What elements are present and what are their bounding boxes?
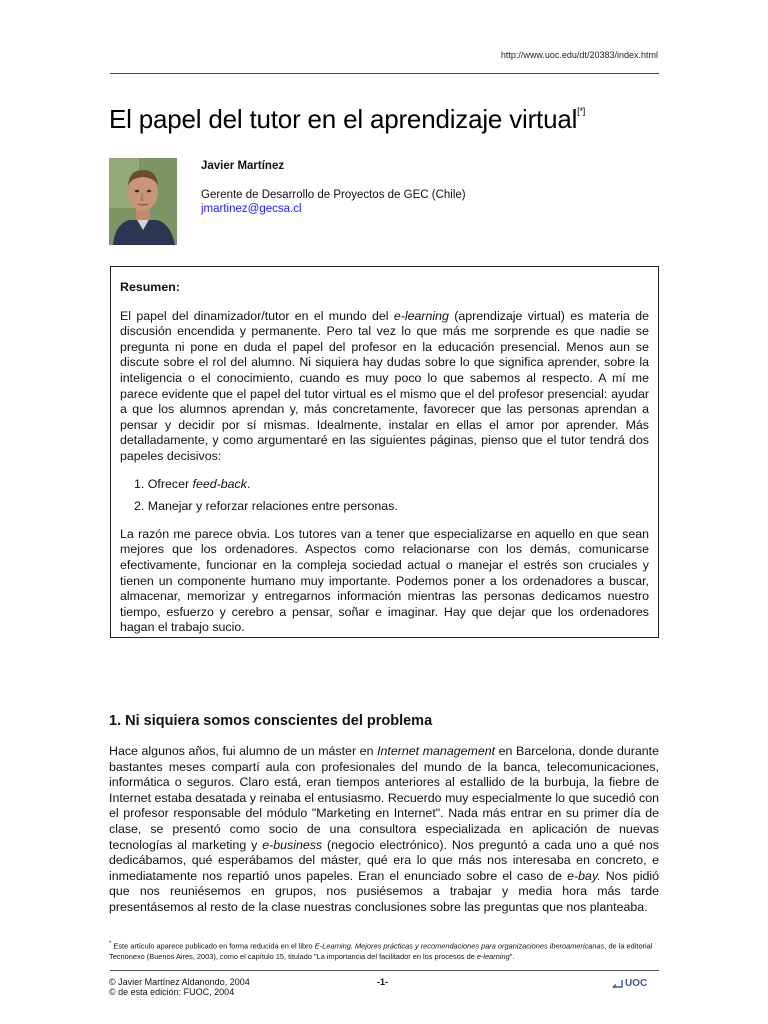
section-emphasis-2: e-business [262, 837, 323, 852]
uoc-logo-text: UOC [625, 978, 648, 989]
footer-rule [110, 970, 659, 971]
section-heading: 1. Ni siquiera somos conscientes del problema [109, 713, 433, 729]
section-text-3: (negocio electrónico). Nos preguntó a cada uno a qué nos dedicábamos, qué esperábamos del máster, qué era lo que más nos interesaba en concreto, e inmediatamente nos repartió unos papeles. Eran el enunciado sobre el caso de [109, 837, 660, 883]
footer-copyright-author: © Javier Martínez Aldanondo, 2004 [109, 977, 250, 987]
title-text: El papel del tutor en el aprendizaje virtual [109, 104, 578, 134]
abstract-list-item-1 [120, 477, 649, 493]
footnote-text-3: ". [509, 951, 515, 961]
footnote-text-2: , de la editorial Tecnonexo (Buenos Aires, 2003), como el capítulo 15, titulado "La importancia del facilitador en los procesos de [109, 941, 653, 961]
footnote-mark: * [109, 941, 112, 947]
list-item-1-text-a: 1. Ofrecer [134, 476, 193, 491]
abstract-p1-text-a: El papel del dinamizador/tutor en el mundo del [120, 308, 394, 323]
footer-copyright-edition: © de esta edición: FUOC, 2004 [109, 987, 235, 997]
abstract-heading: Resumen: [120, 280, 180, 294]
abstract-p1-emphasis: e-learning [393, 308, 449, 323]
footnote-text-1: Este artículo aparece publicado en forma reducida en el libro [111, 941, 315, 951]
list-item-1-text-b: . [246, 476, 251, 491]
abstract-content [120, 280, 649, 636]
footnote-book-title: E-Learning. Mejores prácticas y recomendaciones para organizaciones iberoamericanas [314, 941, 605, 951]
header-url: http://www.uoc.edu/dt/20383/index.html [500, 50, 658, 60]
section-text-1: Hace algunos años, fui alumno de un máster en [109, 744, 378, 758]
section-paragraph [109, 744, 659, 916]
abstract-p1-text-b: (aprendizaje virtual) es materia de discusión encendida y permanente. Pero tal vez lo que más me sorprende es que nadie se pregunta ni pone en duda el papel del profesor en la educación presencial. Menos aun se discute sobre el rol del alumno. Ni siquiera hay dudas sobre lo que significa aprender, sobre la inteligencia o el conocimiento, cuando es muy poco lo que sabemos al respecto. A mí me parece evidente que el papel del tutor virtual es el mismo que el del profesor presencial: ayudar a que los alumnos aprendan y, más concretamente, favorecer que las personas aprendan a pensar y decidir por sí mismas. Idealmente, instalar en ellas el amor por aprender. Más detalladamente, y como argumentaré en las siguientes páginas, pienso que el tutor tendrá dos papeles decisivos: [120, 308, 649, 463]
section-text-2: en Barcelona, donde durante bastantes meses compartí aula con profesionales del mundo de la banca, telecomunicaciones, informática o seguros. Claro está, eran tiempos anteriores al estallido de la burbuja, la fiebre de Internet estaba desatada y reinaba el entusiasmo. Recuerdo muy especialmente lo que sucedió con el profesor responsable del módulo "Marketing en Internet". Nada más entrar en su primer día de clase, se presentó como socio de una consultora especializada en aplicación de nuevas tecnologías al marketing y [109, 744, 659, 852]
author-role: Gerente de Desarrollo de Proyectos de GEC (Chile) [201, 189, 466, 201]
footnote-emphasis: e-learning [476, 951, 510, 961]
abstract-list [120, 477, 649, 515]
section-emphasis-3: e-bay. [567, 868, 601, 883]
author-photo [109, 158, 177, 245]
section-text-4: Nos pidió que nos reuniésemos en grupos, nos pusiésemos a trabajar y media hora más tarde presentásemos al resto de la clase nuestras conclusiones sobre las preguntas que nos planteaba. [109, 868, 659, 914]
list-item-1-emphasis: feed-back [192, 476, 247, 491]
title-footnote-marker[interactable]: [*] [577, 106, 586, 116]
section-emphasis-1: Internet management [377, 744, 496, 758]
page-number: -1- [377, 977, 388, 987]
abstract-list-item-2: 2. Manejar y reforzar relaciones entre personas. [134, 499, 398, 514]
header-rule [110, 73, 659, 74]
author-email-link[interactable]: jmartinez@gecsa.cl [201, 203, 302, 215]
abstract-box [110, 266, 659, 638]
footnote [109, 939, 664, 962]
abstract-paragraph-1 [120, 309, 649, 465]
uoc-logo-icon [612, 979, 623, 988]
uoc-logo [612, 978, 647, 989]
author-name: Javier Martínez [201, 160, 285, 172]
page-title [109, 104, 669, 135]
author-portrait-image [109, 158, 177, 245]
abstract-paragraph-2: La razón me parece obvia. Los tutores van a tener que especializarse en aquello en que sean mejores que los ordenadores. Aspectos como relacionarse con los demás, comunicarse efectivamente, funcionar en la compleja sociedad actual o manejar el estrés son cruciales y tienen un componente humano muy importante. Podemos poner a los ordenadores a buscar, almacenar, memorizar y entregarnos información mientras las personas dedicamos nuestro tiempo, esfuerzo y cerebro a pensar, soñar e imaginar. Hay que dejar que los ordenadores hagan el trabajo sucio. [120, 526, 649, 635]
